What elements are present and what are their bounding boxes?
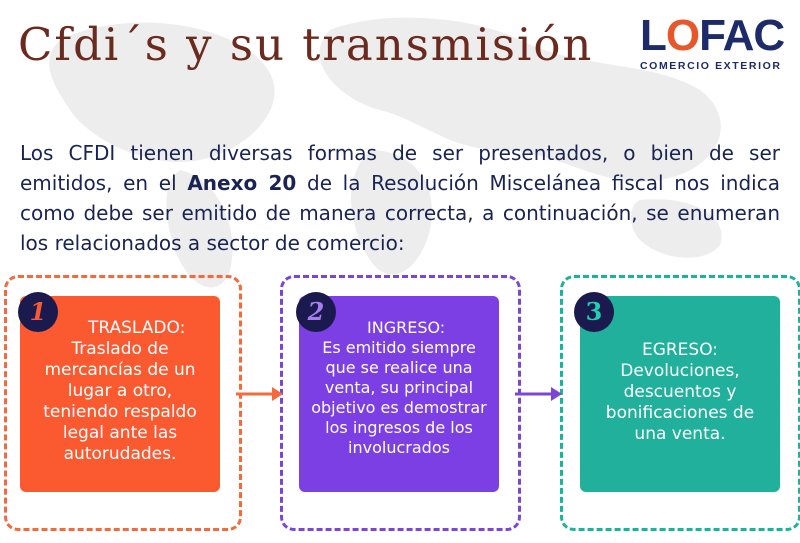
step-3-body: Devoluciones, descuentos y bonificaciones de una venta. (605, 361, 755, 444)
page-title: Cfdi´s y su transmisión (18, 18, 594, 71)
arrow-2-icon (515, 384, 563, 404)
step-3-heading: EGRESO: (641, 340, 719, 360)
step-1-number-badge: 1 (18, 292, 58, 332)
step-2-heading: INGRESO: (367, 318, 446, 337)
intro-paragraph: Los CFDI tienen diversas formas de ser presentados, o bien de ser emitidos, en el Anexo 20 de la Resolución Miscelánea fiscal nos indica como debe ser emitido de manera correcta, a continuación, se enumeran los relacionados a sector de comercio: (20, 141, 780, 255)
step-3-number-badge: 3 (574, 292, 614, 332)
step-3-card (580, 296, 780, 492)
arrow-1-icon (236, 384, 284, 404)
step-1-body: Traslado de mercancías de un lugar a otro, teniendo respaldo legal ante las autorudades. (43, 339, 197, 464)
logo-wordmark: LOFAC (640, 11, 785, 60)
step-2-body: Es emitido siempre que se realice una venta, su principal objetivo es demostrar los ingresos de los involucrados (311, 338, 487, 457)
step-2-number-badge: 2 (296, 292, 336, 332)
intro-bold: Anexo 20 (187, 171, 297, 195)
logo-subtitle: COMERCIO EXTERIOR (640, 60, 782, 72)
brand-logo (640, 11, 790, 76)
step-1-heading: TRASLADO: (88, 318, 186, 338)
